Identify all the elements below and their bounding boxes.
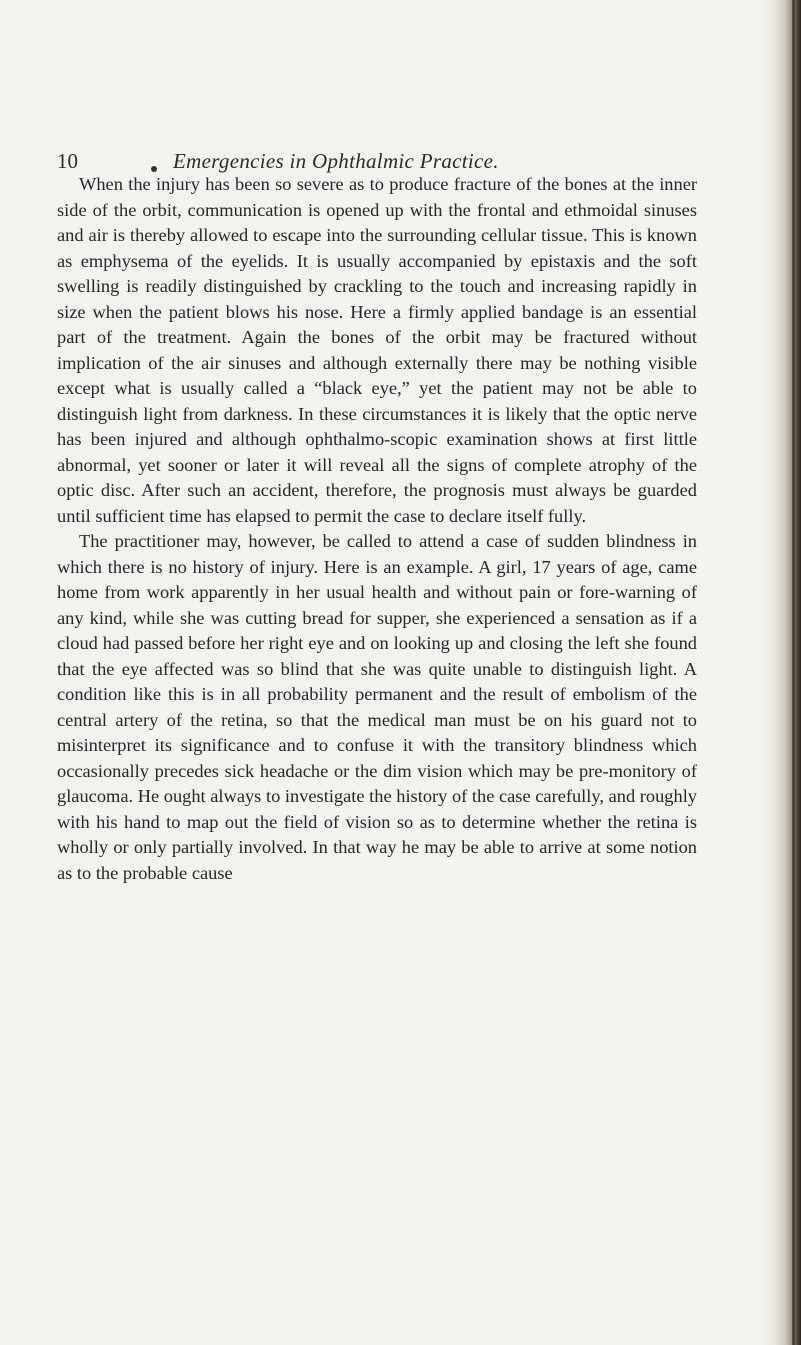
paragraph-2: The practitioner may, however, be called to attend a case of sudden blindness in which there is no history of injury. Here is an example. A girl, 17 years of age, came home from work apparently in her usual health and without pain or fore-warning of any kind, while she was cutting bread for supper, she experienced a sensation as if a cloud had passed before her right eye and on looking up and closing the left she found that the eye affected was so blind that she was quite unable to distinguish light. A condition like this is in all probability permanent and the result of embolism of the central artery of the retina, so that the medical man must be on his guard not to misinterpret its significance and to confuse it with the transitory blindness which occasionally precedes sick headache or the dim vision which may be pre-monitory of glaucoma. He ought always to investigate the history of the case carefully, and roughly with his hand to map out the field of vision so as to determine whether the retina is wholly or only partially involved. In that way he may be able to arrive at some notion as to the probable cause	[57, 531, 697, 883]
paragraph-1: When the injury has been so severe as to produce fracture of the bones at the inner side of the orbit, communication is opened up with the frontal and ethmoidal sinuses and air is thereby allowed to escape into the surrounding cellular tissue. This is known as emphysema of the eyelids. It is usually accompanied by epistaxis and the soft swelling is readily distinguished by crackling to the touch and increasing rapidly in size when the patient blows his nose. Here a firmly applied bandage is an essential part of the treatment. Again the bones of the orbit may be fractured without implication of the air sinuses and although externally there may be nothing visible except what is usually called a “black eye,” yet the patient may not be able to distinguish light from darkness. In these circumstances it is likely that the optic nerve has been injured and although ophthalmo-scopic examination shows at first little abnormal, yet sooner or later it will reveal all the signs of complete atrophy of the optic disc. After such an accident, therefore, the prognosis must always be guarded until sufficient time has elapsed to permit the case to declare itself fully.	[57, 174, 697, 526]
body-text	[57, 172, 697, 886]
page-binding-edge	[761, 0, 801, 1345]
page-number: 10	[57, 149, 78, 173]
running-title: Emergencies in Ophthalmic Practice.	[173, 149, 499, 173]
